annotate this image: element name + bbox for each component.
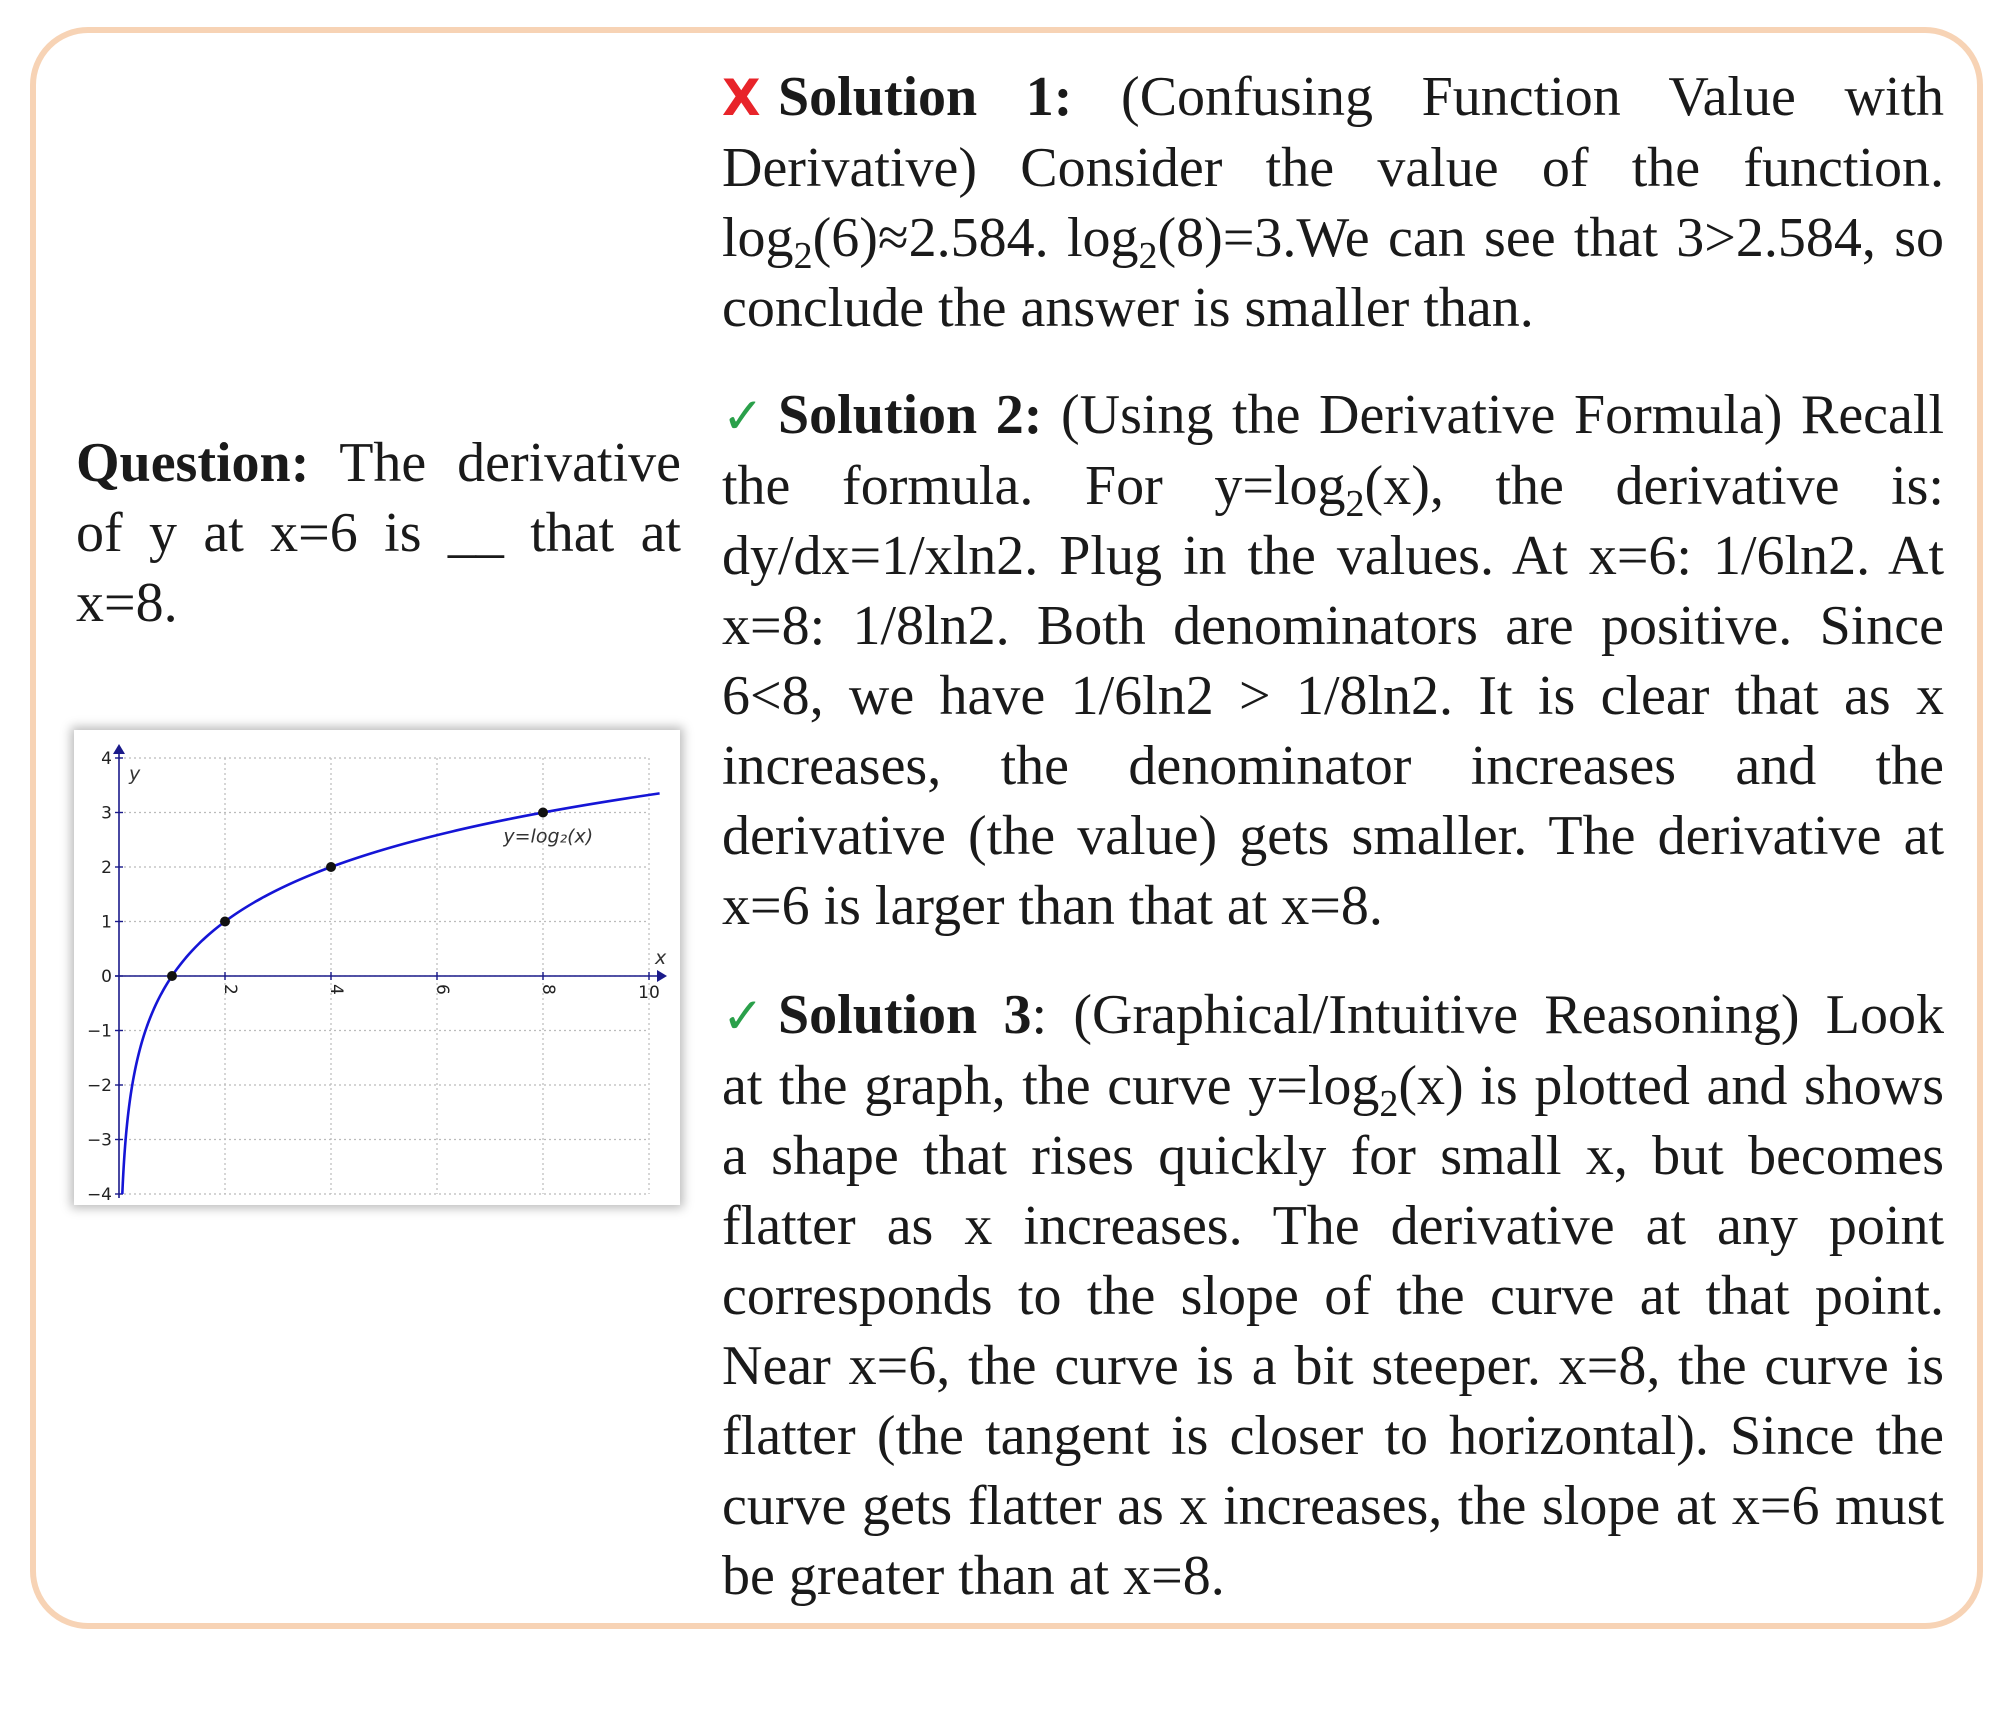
- x-axis-arrow: [657, 970, 667, 982]
- check-icon: ✓: [722, 387, 764, 445]
- subscript: 2: [1379, 1083, 1399, 1125]
- solution-1: [722, 62, 1944, 343]
- solution-1-text-a: (Confusing Function Value with Derivative) Consider the value of the function. log: [722, 66, 1944, 269]
- chart-svg: [74, 730, 680, 1205]
- data-point: [220, 917, 230, 927]
- solution-2-text-a: (Using the Derivative Formula) Recall the formula. For y=log: [722, 384, 1945, 517]
- data-point: [538, 808, 548, 818]
- question-text: The derivative of y at x=6 is __ that at x=8.: [76, 432, 681, 634]
- x-tick-label: 2: [220, 984, 240, 995]
- subscript: 2: [793, 235, 813, 277]
- y-axis-label: y: [129, 763, 141, 785]
- log-chart: [74, 730, 680, 1205]
- y-tick-label: 4: [101, 749, 112, 769]
- solution-3-text-b: (x) is plotted and shows a shape that rises quickly for small x, but becomes flatter as x increases. The derivative at any point corresponds to the slope of the curve at that point. Near x=6, the curve is a bit steeper. x=8, the curve is flatter (the tangent is closer to horizontal). Since the curve gets flatter as x increases, the slope at x=6 must be greater than at x=8.: [722, 1055, 1944, 1607]
- y-tick-label: 2: [101, 858, 112, 878]
- solution-1-text-c: (8)=3.We can see that 3>2.584, so conclude the answer is smaller than.: [722, 207, 1944, 339]
- x-tick-label: 6: [432, 984, 452, 995]
- curve-label: y=log₂(x): [503, 825, 594, 848]
- x-tick-label: 8: [538, 984, 558, 995]
- question-label: Question:: [76, 432, 310, 494]
- x-axis-label: x: [655, 947, 667, 969]
- solution-2: [722, 380, 1944, 941]
- y-tick-label: −2: [86, 1076, 112, 1096]
- solution-2-title: Solution 2:: [778, 384, 1043, 446]
- y-tick-label: −4: [86, 1185, 112, 1205]
- subscript: 2: [1345, 483, 1365, 525]
- y-tick-label: 3: [101, 803, 112, 824]
- question: [76, 428, 681, 638]
- solution-3: [722, 980, 1944, 1611]
- cross-icon: X: [722, 69, 761, 127]
- y-tick-label: 0: [101, 967, 112, 987]
- solution-1-title: Solution 1:: [778, 66, 1073, 128]
- x-tick-label: 10: [638, 983, 660, 1003]
- y-axis-arrow: [113, 744, 125, 754]
- curve-log2: [122, 793, 659, 1194]
- solution-3-text-a: : (Graphical/Intuitive Reasoning) Look at the graph, the curve y=log: [722, 984, 1944, 1117]
- data-point: [167, 971, 177, 981]
- y-tick-label: 1: [101, 912, 112, 933]
- data-point: [326, 862, 336, 872]
- check-icon: ✓: [722, 987, 764, 1045]
- solution-3-title: Solution 3: [778, 984, 1032, 1046]
- y-tick-label: −1: [86, 1021, 112, 1042]
- x-tick-label: 4: [326, 984, 346, 995]
- y-tick-label: −3: [86, 1130, 112, 1151]
- subscript: 2: [1138, 235, 1158, 277]
- solution-1-text-b: (6)≈2.584. log: [812, 207, 1139, 269]
- solution-2-text-b: (x), the derivative is: dy/dx=1/xln2. Plug in the values. At x=6: 1/6ln2. At x=8: 1/8ln2. Both denominators are positive. Since 6<8, we have 1/6ln2 > 1/8ln2. It is clear that as x increases, the denominator increases and the derivative (the value) gets smaller. The derivative at x=6 is larger than that at x=8.: [722, 455, 1944, 937]
